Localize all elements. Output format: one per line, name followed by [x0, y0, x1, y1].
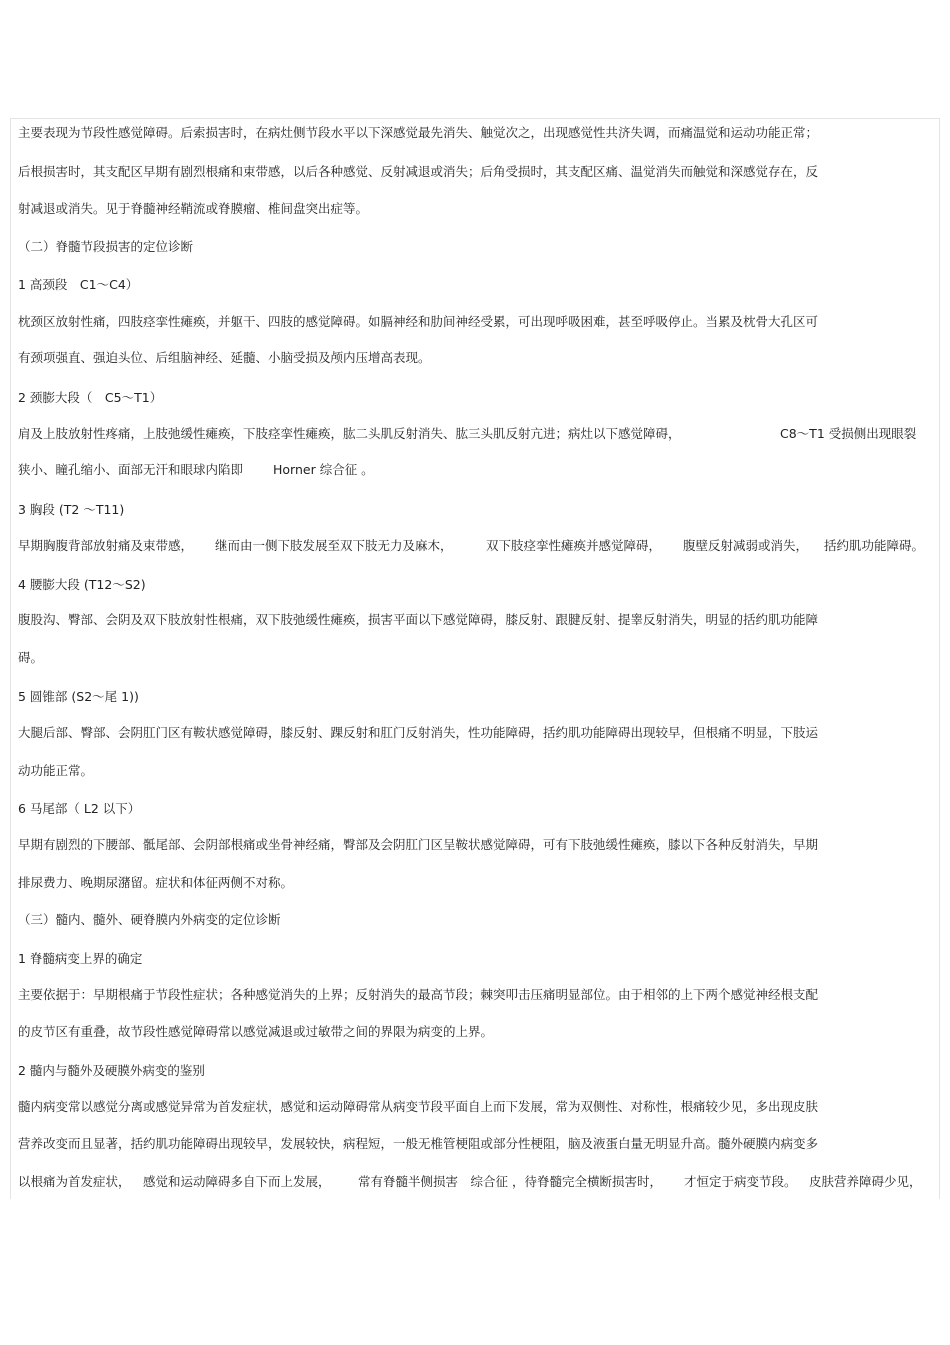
text-line: 髓内病变常以感觉分离或感觉异常为首发症状，感觉和运动障碍常从病变节段平面自上而下发展，常为双侧性、对称性，根痛较少见，多出现皮肤 — [18, 1099, 819, 1114]
text-line: 动功能正常。 — [18, 763, 94, 778]
subsection-heading: 1 高颈段 C1～C4） — [18, 277, 139, 292]
subsection-heading: 4 腰膨大段 (T12～S2) — [18, 577, 146, 592]
subsection-heading: 3 胸段 (T2 ～T11) — [18, 502, 125, 517]
text-line: 有颈项强直、强迫头位、后组脑神经、延髓、小脑受损及颅内压增高表现。 — [18, 350, 431, 365]
text-line: 碍。 — [18, 650, 44, 665]
text-line: 的皮节区有重叠，故节段性感觉障碍常以感觉减退或过敏带之间的界限为病变的上界。 — [18, 1024, 494, 1039]
text-line: 排尿费力、晚期尿潴留。症状和体征两侧不对称。 — [18, 875, 294, 890]
text-segment: 感觉和运动障碍多自下而上发展， — [143, 1174, 331, 1189]
text-line: 腹股沟、臀部、会阴及双下肢放射性根痛，双下肢弛缓性瘫痪，损害平面以下感觉障碍，膝反射、跟腱反射、提睾反射消失，明显的括约肌功能障 — [18, 612, 819, 627]
text-segment: 双下肢痉挛性瘫痪并感觉障碍， — [486, 538, 662, 553]
text-line — [18, 462, 374, 478]
subsection-heading: 2 颈膨大段（ C5～T1） — [18, 390, 163, 405]
text-segment: 早期胸腹背部放射痛及束带感， — [18, 538, 194, 553]
text-segment: 以根痛为首发症状， — [18, 1174, 131, 1189]
text-line: 射减退或消失。见于脊髓神经鞘流或脊膜瘤、椎间盘突出症等。 — [18, 201, 369, 216]
text-segment: 括约肌功能障碍。 — [824, 538, 925, 553]
text-line: 后根损害时，其支配区早期有剧烈根痛和束带感，以后各种感觉、反射减退或消失；后角受损时，其支配区痛、温觉消失而触觉和深感觉存在，反 — [18, 164, 819, 179]
subsection-heading: 5 圆锥部 (S2～尾 1)) — [18, 689, 139, 704]
text-line — [18, 426, 917, 442]
section-heading: （二）脊髓节段损害的定位诊断 — [18, 239, 194, 254]
text-segment: 肩及上肢放射性疼痛，上肢弛缓性瘫痪，下肢痉挛性瘫痪，肱二头肌反射消失、肱三头肌反射亢进；病灶以下感觉障碍， — [18, 426, 681, 441]
text-line — [18, 538, 925, 554]
text-segment: 皮肤营养障碍少见， — [809, 1174, 922, 1189]
text-line: 营养改变而且显著，括约肌功能障碍出现较早，发展较快，病程短，一般无椎管梗阻或部分性梗阻，脑及液蛋白量无明显升高。髓外硬膜内病变多 — [18, 1136, 819, 1151]
text-line: 主要依据于：早期根痛于节段性症状；各种感觉消失的上界；反射消失的最高节段；棘突叩击压痛明显部位。由于相邻的上下两个感觉神经根支配 — [18, 987, 819, 1002]
text-segment: 继而由一侧下肢发展至双下肢无力及麻木， — [215, 538, 453, 553]
subsection-heading: 2 髓内与髓外及硬膜外病变的鉴别 — [18, 1063, 205, 1078]
text-segment: 才恒定于病变节段。 — [684, 1174, 797, 1189]
text-line: 早期有剧烈的下腰部、骶尾部、会阴部根痛或坐骨神经痛，臀部及会阴肛门区呈鞍状感觉障碍，可有下肢弛缓性瘫痪，膝以下各种反射消失，早期 — [18, 837, 819, 852]
text-segment: 腹壁反射减弱或消失， — [683, 538, 809, 553]
section-heading: （三）髓内、髓外、硬脊膜内外病变的定位诊断 — [18, 912, 281, 927]
subsection-heading: 6 马尾部（ L2 以下） — [18, 801, 141, 816]
text-line — [18, 1174, 922, 1190]
text-line: 枕颈区放射性痛，四肢痉挛性瘫痪，并躯干、四肢的感觉障碍。如膈神经和肋间神经受累，可出现呼吸困难，甚至呼吸停止。当累及枕骨大孔区可 — [18, 314, 819, 329]
subsection-heading: 1 脊髓病变上界的确定 — [18, 951, 143, 966]
text-segment: 常有脊髓半侧损害 综合征 ，待脊髓完全横断损害时， — [358, 1174, 662, 1189]
text-segment: 狭小、瞳孔缩小、面部无汗和眼球内陷即 — [18, 462, 244, 477]
text-line: 大腿后部、臀部、会阴肛门区有鞍状感觉障碍，膝反射、踝反射和肛门反射消失，性功能障碍，括约肌功能障碍出现较早，但根痛不明显，下肢运 — [18, 725, 819, 740]
text-segment: C8～T1 受损侧出现眼裂 — [780, 426, 917, 441]
text-line: 主要表现为节段性感觉障碍。后索损害时，在病灶侧节段水平以下深感觉最先消失、触觉次之，出现感觉性共济失调，而痛温觉和运动功能正常； — [18, 125, 819, 140]
text-segment: Horner 综合征 。 — [273, 462, 374, 477]
